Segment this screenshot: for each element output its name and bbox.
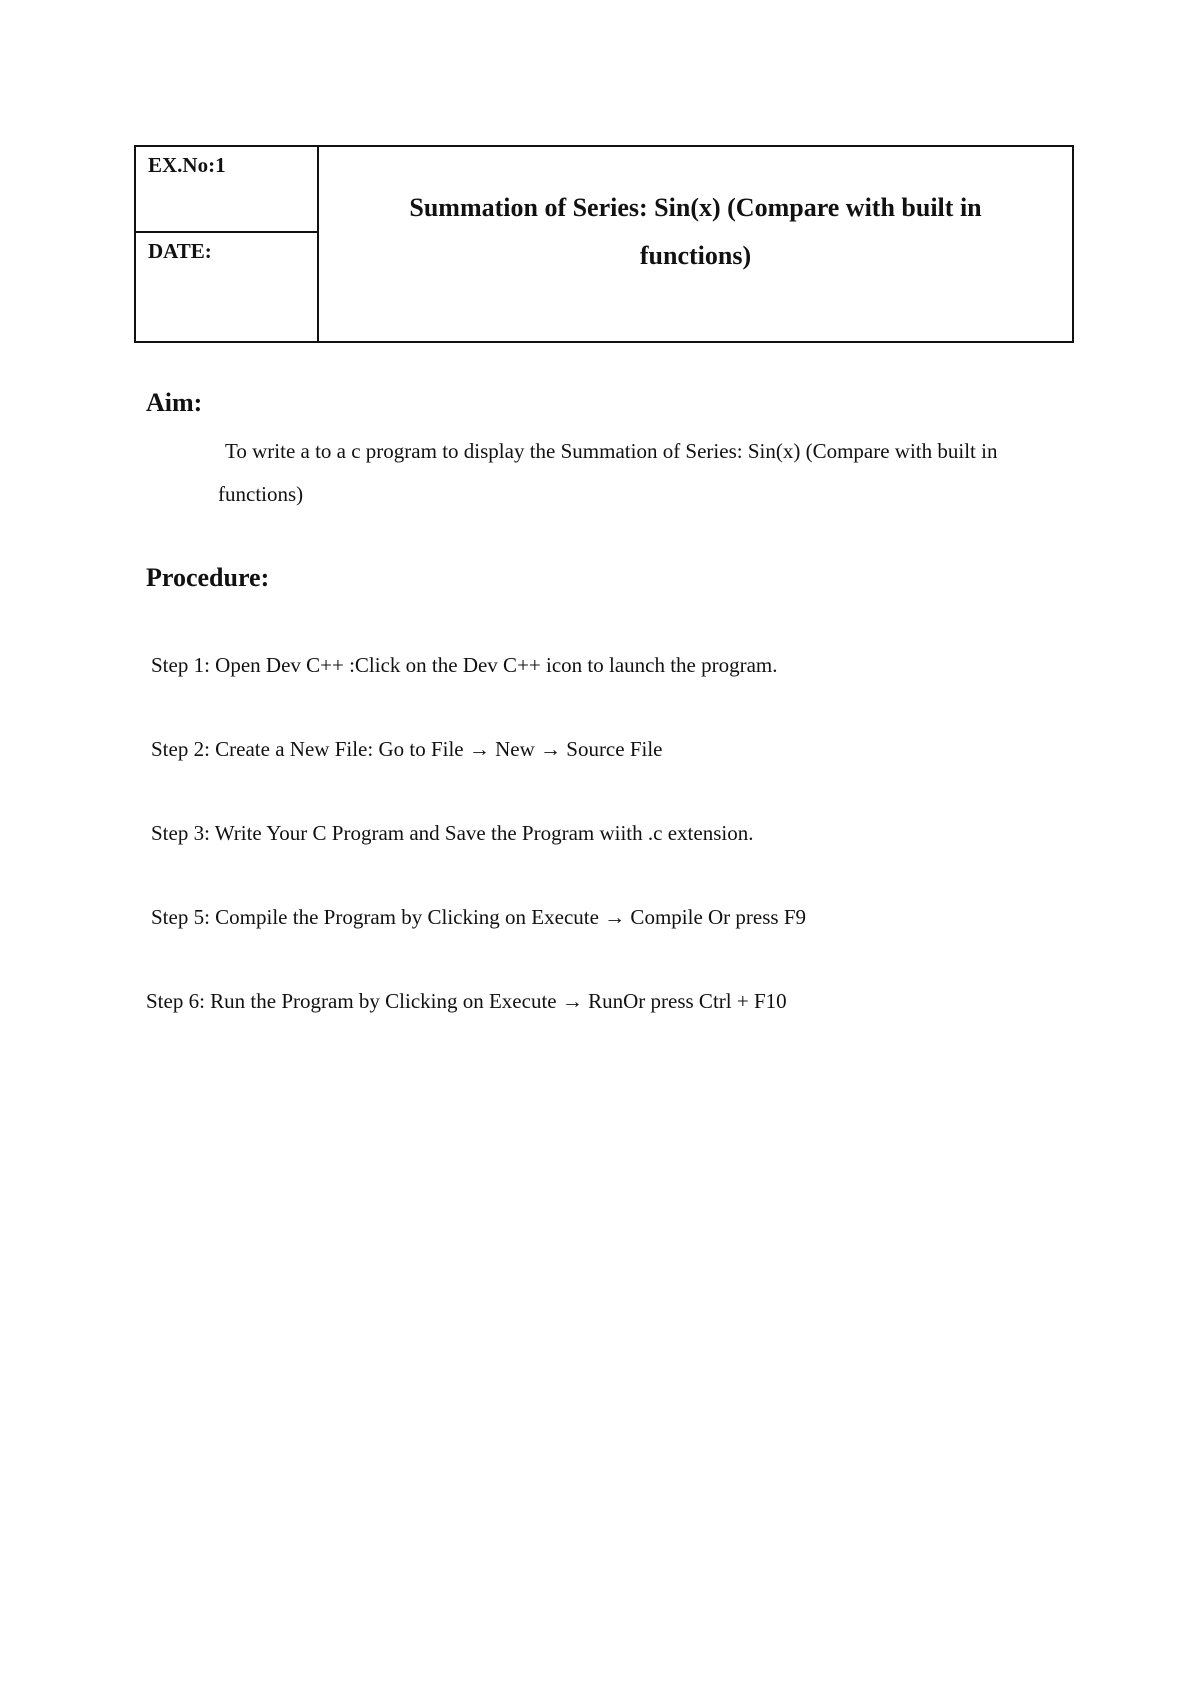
exno-label: EX.No:1 bbox=[148, 153, 226, 177]
date-cell bbox=[136, 233, 317, 343]
aim-heading: Aim: bbox=[146, 388, 203, 417]
step-2: Step 2: Create a New File: Go to File → New → Source File bbox=[151, 737, 663, 761]
page-title: Summation of Series: Sin(x) (Compare with built in functions) bbox=[409, 193, 982, 270]
procedure-heading: Procedure: bbox=[146, 563, 270, 592]
header-table bbox=[134, 145, 1074, 343]
step-6: Step 6: Run the Program by Clicking on Execute → RunOr press Ctrl + F10 bbox=[146, 989, 787, 1013]
date-label: DATE: bbox=[148, 239, 212, 263]
exno-cell bbox=[136, 147, 317, 233]
step-5: Step 5: Compile the Program by Clicking on Execute → Compile Or press F9 bbox=[151, 905, 807, 929]
aim-text: To write a to a c program to display the Summation of Series: Sin(x) (Compare with built in functions) bbox=[218, 439, 998, 506]
title-cell bbox=[319, 147, 1072, 341]
step-3: Step 3: Write Your C Program and Save the Program wiith .c extension. bbox=[151, 821, 754, 845]
header-left-column bbox=[136, 147, 319, 341]
step-1: Step 1: Open Dev C++ :Click on the Dev C++ icon to launch the program. bbox=[151, 653, 778, 677]
